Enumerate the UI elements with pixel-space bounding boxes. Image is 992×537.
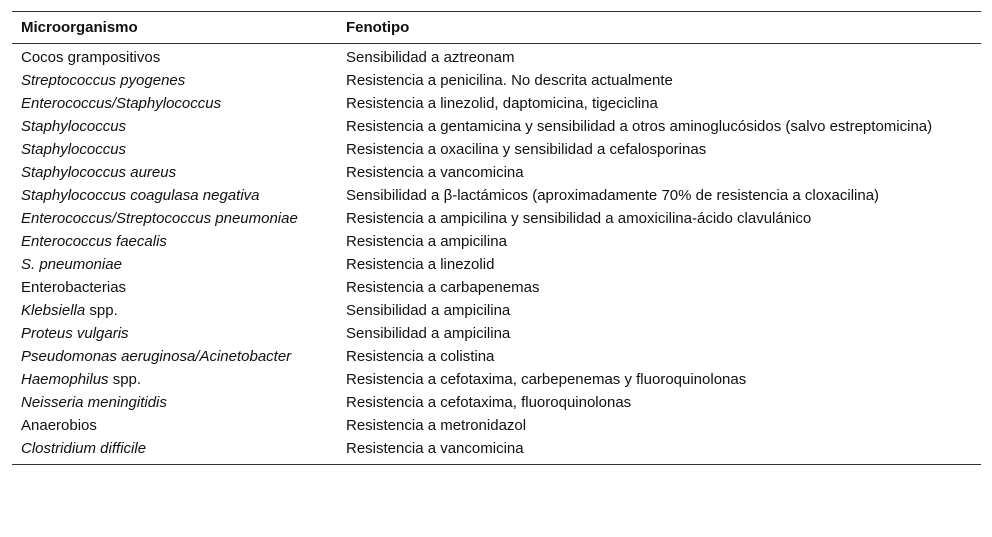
table-row (12, 300, 981, 323)
organism-name: Staphylococcus (21, 141, 127, 158)
phenotype-cell: Resistencia a cefotaxima, carbepenemas y fluoroquinolonas (346, 371, 747, 388)
phenotype-cell: Resistencia a metronidazol (346, 417, 527, 434)
table-body (12, 44, 981, 465)
table-row (12, 208, 981, 231)
phenotype-table-container (12, 11, 981, 465)
table-row (12, 139, 981, 162)
header-microorganismo: Microorganismo (12, 12, 337, 44)
table-row (12, 277, 981, 300)
table-row (12, 323, 981, 346)
phenotype-cell: Resistencia a gentamicina y sensibilidad a otros aminoglucósidos (salvo estreptomicina) (346, 118, 933, 135)
organism-name: Neisseria meningitidis (21, 394, 167, 411)
organism-suffix: spp. (85, 302, 118, 319)
organism-name: Streptococcus pyogenes (21, 72, 186, 89)
table-header (12, 12, 981, 44)
organism-name: Staphylococcus aureus (21, 164, 177, 181)
phenotype-cell: Sensibilidad a ampicilina (346, 325, 511, 342)
phenotype-cell: Resistencia a colistina (346, 348, 495, 365)
organism-cell (12, 254, 337, 277)
phenotype-cell: Resistencia a linezolid (346, 256, 495, 273)
table-row (12, 254, 981, 277)
table-row (12, 44, 981, 71)
table-row (12, 162, 981, 185)
organism-name: Haemophilus (21, 371, 109, 388)
table-row (12, 185, 981, 208)
organism-name: Clostridium difficile (21, 440, 147, 457)
phenotype-cell: Resistencia a oxacilina y sensibilidad a cefalosporinas (346, 141, 707, 158)
table-row (12, 231, 981, 254)
phenotype-cell: Resistencia a vancomicina (346, 164, 524, 181)
phenotype-cell: Resistencia a cefotaxima, fluoroquinolonas (346, 394, 632, 411)
phenotype-cell: Sensibilidad a aztreonam (346, 49, 515, 66)
organism-cell (12, 392, 337, 415)
organism-name: S. pneumoniae (21, 256, 122, 273)
header-row (12, 12, 981, 44)
table-row (12, 415, 981, 438)
phenotype-cell: Resistencia a linezolid, daptomicina, tigeciclina (346, 95, 658, 112)
organism-name: Staphylococcus coagulasa negativa (21, 187, 260, 204)
phenotype-cell: Resistencia a carbapenemas (346, 279, 540, 296)
organism-name: Pseudomonas aeruginosa/Acinetobacter (21, 348, 292, 365)
organism-name: Enterococcus faecalis (21, 233, 167, 250)
organism-name: Staphylococcus (21, 118, 127, 135)
organism-cell (12, 139, 337, 162)
organism-cell (12, 70, 337, 93)
header-fenotipo: Fenotipo (337, 12, 981, 44)
organism-name: Anaerobios (21, 417, 97, 434)
table-row (12, 70, 981, 93)
organism-name: Klebsiella (21, 302, 86, 319)
phenotype-table (12, 12, 981, 464)
organism-cell (12, 231, 337, 254)
organism-name: Cocos grampositivos (21, 49, 161, 66)
phenotype-cell: Sensibilidad a β-lactámicos (aproximadamente 70% de resistencia a cloxacilina) (346, 187, 880, 204)
phenotype-cell: Resistencia a penicilina. No descrita actualmente (346, 72, 673, 89)
organism-cell (12, 277, 337, 300)
organism-name: Enterococcus/Staphylococcus (21, 95, 222, 112)
organism-name: Enterococcus/Streptococcus pneumoniae (21, 210, 298, 227)
organism-suffix: spp. (108, 371, 142, 388)
organism-cell (12, 93, 337, 116)
organism-name: Proteus vulgaris (21, 325, 129, 342)
phenotype-cell: Resistencia a ampicilina y sensibilidad a amoxicilina-ácido clavulánico (346, 210, 812, 227)
organism-cell (12, 369, 337, 392)
table-row (12, 346, 981, 369)
phenotype-cell: Resistencia a ampicilina (346, 233, 507, 250)
table-row (12, 392, 981, 415)
table-row (12, 93, 981, 116)
table-row (12, 438, 981, 464)
organism-cell (12, 323, 337, 346)
organism-cell (12, 438, 337, 464)
organism-cell (12, 185, 337, 208)
organism-cell (12, 208, 337, 231)
organism-cell (12, 162, 337, 185)
organism-cell (12, 346, 337, 369)
phenotype-cell: Resistencia a vancomicina (346, 440, 524, 457)
organism-cell (12, 116, 337, 139)
table-row (12, 116, 981, 139)
organism-name: Enterobacterias (21, 279, 127, 296)
table-row (12, 369, 981, 392)
organism-cell (12, 300, 337, 323)
organism-cell (12, 44, 337, 71)
phenotype-cell: Sensibilidad a ampicilina (346, 302, 511, 319)
organism-cell (12, 415, 337, 438)
